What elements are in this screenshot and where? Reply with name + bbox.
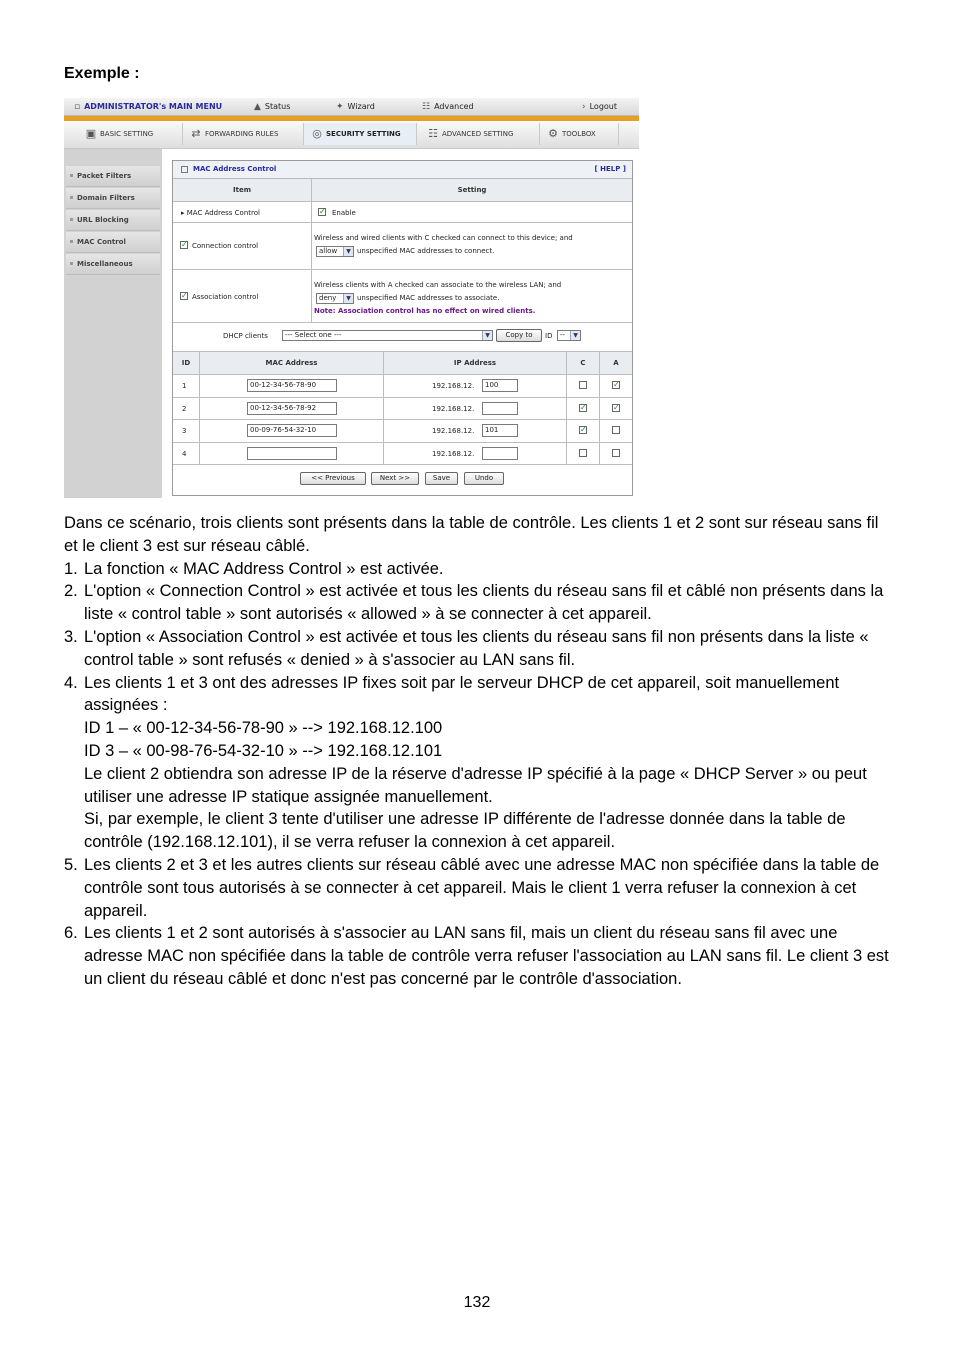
ip-prefix: 192.168.12. <box>432 450 475 458</box>
chevron-down-icon: ▼ <box>482 331 492 340</box>
advanced-setting-icon: ☷ <box>428 127 438 140</box>
help-link[interactable]: [ HELP ] <box>594 165 626 173</box>
connection-control-description: Wireless and wired clients with C checked can connect to this device; and <box>314 234 573 242</box>
divider <box>566 352 567 464</box>
list-item-text: L'option « Connection Control » est activée et tous les clients du réseau sans fil et câblé non présents dans la liste « control table » sont autorisés « allowed » à se connecter à cet appareil. <box>84 582 884 624</box>
ip-suffix-input[interactable] <box>482 447 518 460</box>
basic-setting-icon: ▣ <box>85 127 97 140</box>
bullet-icon <box>70 196 73 199</box>
divider <box>173 442 632 443</box>
column-header-item: Item <box>173 179 311 201</box>
list-item-text: Le client 2 obtiendra son adresse IP de la réserve d'adresse IP spécifié à la page « DHCP Server » ou peut utiliser une adresse IP statique assignée manuellement. <box>84 764 867 806</box>
list-item-number: 4. <box>64 673 78 692</box>
copy-to-button[interactable]: Copy to <box>496 329 542 342</box>
divider <box>173 269 632 270</box>
square-icon <box>181 166 188 173</box>
list-item-number: 3. <box>64 627 78 646</box>
chevron-down-icon: ▼ <box>343 247 353 256</box>
sidebar-item-url-blocking[interactable]: URL Blocking <box>66 210 160 231</box>
enable-label: Enable <box>332 209 356 217</box>
router-ui-screenshot <box>64 98 639 498</box>
association-policy-select[interactable]: deny ▼ <box>316 293 354 304</box>
row-id: 1 <box>182 382 187 390</box>
main-tab-bar <box>64 121 639 149</box>
ip-prefix: 192.168.12. <box>432 405 475 413</box>
a-checkbox[interactable] <box>612 426 620 434</box>
bullet-icon <box>70 218 73 221</box>
divider <box>173 374 632 375</box>
enable-checkbox[interactable]: ✓ <box>319 207 326 216</box>
list-item <box>64 580 894 626</box>
divider <box>173 464 632 465</box>
row-id: 4 <box>182 450 187 458</box>
list-item-text: L'option « Association Control » est activée et tous les clients du réseau sans fil non présents dans la liste « control table » sont refusés « denied » à s'associer au LAN sans fil. <box>84 627 869 669</box>
sidebar <box>64 149 162 498</box>
list-item <box>64 558 894 581</box>
list-item-text: Les clients 1 et 3 ont des adresses IP fixes soit par le serveur DHCP de cet appareil, soit manuellement assignées : <box>84 673 840 715</box>
a-checkbox[interactable]: ✓ <box>613 380 620 389</box>
ip-prefix: 192.168.12. <box>432 427 475 435</box>
association-note: Note: Association control has no effect on wired clients. <box>314 307 536 315</box>
sidebar-item-miscellaneous[interactable]: Miscellaneous <box>66 254 160 275</box>
top-menu-bar <box>64 98 639 116</box>
association-control-label: Association control <box>192 293 259 301</box>
connection-control-checkbox[interactable]: ✓ <box>181 240 188 249</box>
advanced-icon: ☷ <box>422 102 431 112</box>
row-id: 3 <box>182 427 187 435</box>
tab-basic-setting[interactable]: ▣ BASIC SETTING <box>78 123 183 145</box>
list-item-text: Les clients 2 et 3 et les autres clients sur réseau câblé avec une adresse MAC non spécifiée dans la table de contrôle sont tous autorisés à se connecter à cet appareil. Mais le client 1 verra refuser la connexion à cet appareil. <box>84 855 880 920</box>
c-checkbox[interactable]: ✓ <box>580 403 587 412</box>
list-item <box>64 626 894 672</box>
list-item-text: ID 1 – « 00-12-34-56-78-90 » --> 192.168.12.100 <box>84 719 443 738</box>
row-id: 2 <box>182 405 187 413</box>
connection-control-label: Connection control <box>192 242 259 250</box>
mac-address-input[interactable]: 00-12-34-56-78-92 <box>247 402 337 415</box>
list-item-number: 5. <box>64 855 78 874</box>
mac-address-input[interactable]: 00-12-34-56-78-90 <box>247 379 337 392</box>
column-header-a: A <box>600 352 632 374</box>
divider <box>173 222 632 223</box>
logout-link[interactable]: › Logout <box>582 102 617 112</box>
bullet-icon <box>70 240 73 243</box>
divider <box>173 322 632 323</box>
divider <box>311 179 312 322</box>
divider <box>599 352 600 464</box>
association-control-description: Wireless clients with A checked can associate to the wireless LAN; and <box>314 281 562 289</box>
divider <box>173 419 632 420</box>
column-header-mac-address: MAC Address <box>200 352 383 374</box>
security-icon: ◎ <box>312 127 322 140</box>
tab-security-setting[interactable]: ◎ SECURITY SETTING <box>304 123 417 145</box>
arrow-right-icon: ▸ <box>181 209 187 217</box>
ip-suffix-input[interactable]: 100 <box>482 379 518 392</box>
page-number: 132 <box>463 1294 491 1311</box>
sidebar-item-mac-control[interactable]: MAC Control <box>66 232 160 253</box>
panel-header <box>173 161 632 179</box>
list-item-number: 2. <box>64 582 78 601</box>
arrow-right-icon: › <box>582 102 586 112</box>
mac-address-input[interactable] <box>247 447 337 460</box>
ip-prefix: 192.168.12. <box>432 382 475 390</box>
connection-policy-select[interactable]: allow ▼ <box>316 246 354 257</box>
square-icon: ▫ <box>74 102 81 112</box>
tab-advanced-setting[interactable]: ☷ ADVANCED SETTING <box>420 123 540 145</box>
list-item-text: Les clients 1 et 2 sont autorisés à s'associer au LAN sans fil, mais un client du réseau sans fil avec une adresse MAC non spécifiée dans la table de contrôle verra refuser l'association au LAN sans fil. Le client 3 est un client du réseau câblé et donc n'est pas concerné par le contrôle d'association. <box>84 924 889 988</box>
c-checkbox[interactable] <box>579 381 587 389</box>
association-control-description-2: unspecified MAC addresses to associate. <box>357 294 500 302</box>
next-button[interactable]: Next >> <box>371 472 419 485</box>
a-checkbox[interactable] <box>612 449 620 457</box>
tab-forwarding-rules[interactable]: ⇄ FORWARDING RULES <box>183 123 304 145</box>
chevron-down-icon: ▼ <box>570 331 580 340</box>
forwarding-icon: ⇄ <box>191 127 201 140</box>
advanced-link[interactable]: ☷ Advanced <box>422 102 474 112</box>
bullet-icon <box>70 174 73 177</box>
previous-button[interactable]: << Previous <box>300 472 366 485</box>
id-label: ID <box>545 332 553 340</box>
tab-toolbox[interactable]: ⚙ TOOLBOX <box>540 123 619 145</box>
wizard-link[interactable]: ✦ Wizard <box>336 102 375 112</box>
admin-main-menu-link[interactable]: ▫ ADMINISTRATOR's MAIN MENU <box>74 102 223 112</box>
save-button[interactable]: Save <box>425 472 458 485</box>
numbered-list <box>64 558 894 991</box>
list-item <box>64 854 894 922</box>
association-control-checkbox[interactable]: ✓ <box>181 291 188 300</box>
list-item <box>64 922 894 990</box>
c-checkbox[interactable]: ✓ <box>580 425 587 434</box>
sidebar-item-domain-filters[interactable]: Domain Filters <box>66 188 160 209</box>
connection-control-description-2: unspecified MAC addresses to connect. <box>357 247 495 255</box>
column-header-c: C <box>567 352 599 374</box>
bullet-icon <box>70 262 73 265</box>
c-checkbox[interactable] <box>579 449 587 457</box>
dhcp-clients-select[interactable]: --- Select one --- ▼ <box>282 330 493 341</box>
intro-paragraph: Dans ce scénario, trois clients sont présents dans la table de contrôle. Les clients 1 et 2 sont sur réseau sans fil et le client 3 est sur réseau câblé. <box>64 514 879 555</box>
column-header-ip-address: IP Address <box>384 352 566 374</box>
ip-suffix-input[interactable] <box>482 402 518 415</box>
panel-title: MAC Address Control <box>181 161 276 178</box>
ip-suffix-input[interactable]: 101 <box>482 424 518 437</box>
body-text <box>64 512 894 991</box>
mac-address-control-label: ▸ MAC Address Control <box>181 209 260 217</box>
column-header-id: ID <box>173 352 199 374</box>
chevron-down-icon: ▼ <box>343 294 353 303</box>
list-item-text: ID 3 – « 00-98-76-54-32-10 » --> 192.168.12.101 <box>84 741 443 760</box>
divider <box>383 352 384 464</box>
id-select[interactable]: -- ▼ <box>557 330 581 341</box>
divider <box>173 397 632 398</box>
dhcp-clients-label: DHCP clients <box>223 332 268 340</box>
undo-button[interactable]: Undo <box>464 472 504 485</box>
example-heading: Exemple : <box>64 65 140 82</box>
column-header-setting: Setting <box>312 179 632 201</box>
status-link[interactable]: ▲ Status <box>254 102 291 112</box>
list-item-number: 6. <box>64 924 78 943</box>
list-item-text: Si, par exemple, le client 3 tente d'utiliser une adresse IP différente de l'adresse donnée dans la table de contrôle (192.168.12.101), il se verra refuser la connexion à cet appareil. <box>84 810 846 852</box>
list-item <box>64 672 894 854</box>
status-icon: ▲ <box>254 102 261 112</box>
list-item-number: 1. <box>64 559 78 578</box>
sidebar-item-packet-filters[interactable]: Packet Filters <box>66 166 160 187</box>
list-item-text: La fonction « MAC Address Control » est activée. <box>84 559 444 578</box>
mac-address-input[interactable]: 00-09-76-54-32-10 <box>247 424 337 437</box>
wizard-icon: ✦ <box>336 102 344 112</box>
divider <box>199 352 200 464</box>
a-checkbox[interactable]: ✓ <box>613 403 620 412</box>
divider <box>173 201 632 202</box>
toolbox-icon: ⚙ <box>548 127 558 140</box>
mac-address-control-panel <box>172 160 633 496</box>
